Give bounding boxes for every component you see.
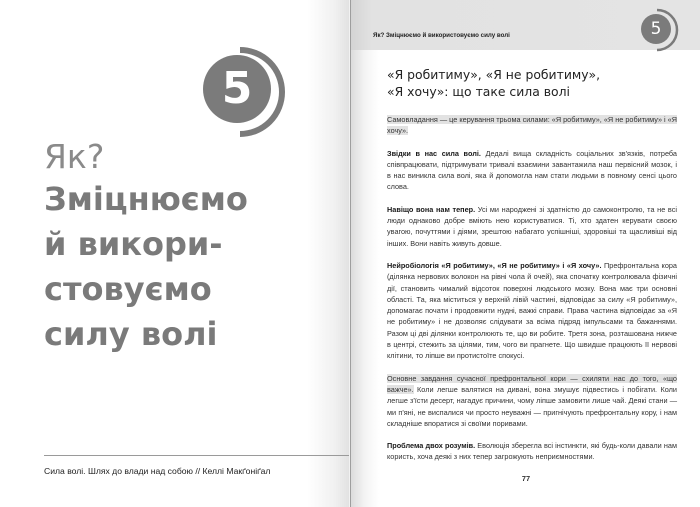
header-badge-circle [641,14,671,44]
paragraph-origin [387,148,677,193]
chapter-number: 5 [221,63,253,114]
paragraph-lead: Нейробіологія «Я робитиму», «Я не робитиму» і «Я хочу». [387,260,602,270]
chapter-title-line: й викори- [44,225,223,263]
paragraph-text: Усі ми народжені зі здатністю до самоконтролю, та не всі люди однаково добре вміють нею користуватися. Ті, хто здатен керувати своєю увагою, почуттями і діями, зрештою набагато успішніші, здоровіші та щасливіші від інших. Вони навіть живуть довше. [387,204,677,248]
chapter-title-question: Як? [44,137,105,176]
running-header-band [351,0,700,50]
section-heading [387,66,677,100]
section-heading-line: «Я хочу»: що таке сила волі [387,84,570,99]
chapter-title-line: стовуємо [44,270,212,308]
paragraph-lead: Навіщо вона нам тепер. [387,204,476,214]
paragraph-two-minds [387,440,677,463]
highlighted-text: Основне завдання сучасної префронтальної кори — схиляти нас до того, «що важче». [387,373,677,394]
paragraph-summary [387,114,677,137]
header-chapter-number: 5 [650,19,662,39]
chapter-title-line: силу волі [44,315,218,353]
paragraph-text: Префронтальна кора (ділянка нервових волокон на рівні чола й очей), яка спочатку контролювала фізичні дії, становить чималий відсоток поверхні людського мозку. Вона має три основні області. Та, яка міститься у верхній лівій частині, відповідає за силу «Я робитиму», допомагає почати і продовжити нудні, важкі справи. Права частина відповідає за «Я не робитиму» і не дозволяє слідувати за всіма підряд імпульсами та бажаннями. Разом ці дві ділянки контролюють те, що ви робите. Третя зона, розташована нижче в центрі, стежить за цілями, тим, чого ви прагнете. Що швидше працюють її нервові клітини, то ліпше ви протистоїте спокусі. [387,260,677,361]
section-heading-line: «Я робитиму», «Я не робитиму», [387,67,601,82]
chapter-number-badge [203,55,271,123]
paragraph-text: Дедалі вища складність соціальних зв'язків, потреба співпрацювати, підтримувати тривалі взаємини завантажила наш первісний мозок, і в нас виникла сила волі, яка й допомогла нам стати людьми в повному сенсі цього слова. [387,148,677,192]
page-number: 77 [521,474,531,483]
paragraph-prefrontal [387,373,677,429]
footer-divider [44,455,349,456]
paragraph-text: Еволюція зберегла всі інстинкти, які будь-коли давали нам користь, хоча деякі з них тепер загрожують неприємностями. [387,441,678,462]
paragraph-text: Коли легше валятися на дивані, вона змушує підвестись і побігати. Коли легше з'їсти десерт, нагадує причини, чому ліпше замовити лише чай. Деякі стани — ми п'яні, не виспалися чи просто неуважні — пригнічують префронтальну кору, і нам складніше впоратися зі своїми поривами. [387,384,677,428]
running-header-title: Як? Зміцнюємо й використовуємо силу волі [373,32,510,39]
paragraph-lead: Проблема двох розумів. [387,441,476,451]
paragraph-neurobiology [387,260,677,362]
header-chapter-badge [641,14,677,48]
paragraph-why-now [387,204,677,249]
chapter-title-line: Зміцнюємо [44,180,248,218]
chapter-title [44,177,304,357]
left-page [0,0,349,507]
page-content [387,66,677,474]
book-footer: Сила волі. Шлях до влади над собою // Келлі Макґоніґал [44,466,271,476]
highlighted-text: Самовладання — це керування трьома силами: «Я робитиму», «Я не робитиму» і «Я хочу». [387,115,678,136]
right-page [350,0,700,507]
paragraph-lead: Звідки в нас сила волі. [387,148,481,158]
